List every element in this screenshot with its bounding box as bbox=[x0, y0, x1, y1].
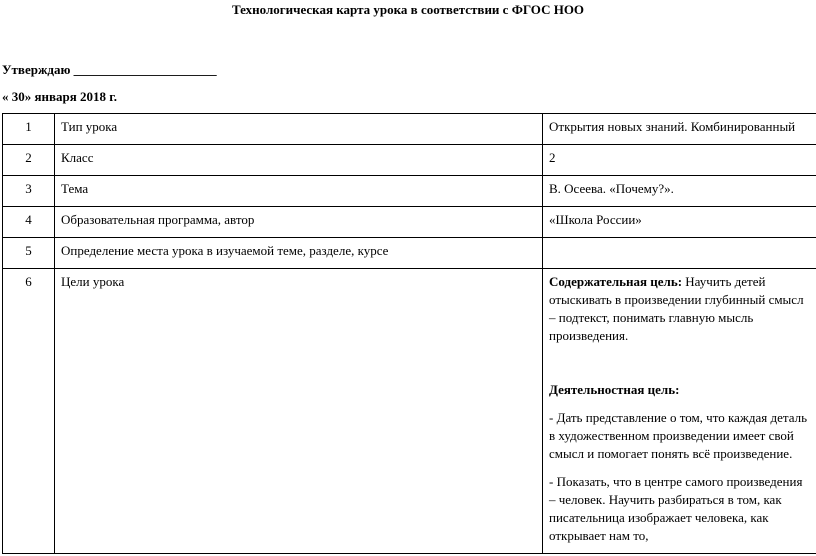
table-row bbox=[3, 238, 816, 269]
row-number: 4 bbox=[3, 207, 55, 238]
row-value: В. Осеева. «Почему?». bbox=[543, 176, 816, 207]
approval-line bbox=[2, 62, 217, 78]
document-title: Технологическая карта урока в соответствии с ФГОС НОО bbox=[231, 2, 585, 17]
row-value bbox=[543, 238, 816, 269]
content-goal-label: Содержательная цель: bbox=[549, 274, 683, 289]
table-row bbox=[3, 145, 816, 176]
content-goal bbox=[549, 273, 810, 345]
content-goal-text: Научить детей отыскивать в произведении глубинный смысл – подтекст, понимать главную мысль произведения. bbox=[549, 274, 804, 343]
row-value: Открытия новых знаний. Комбинированный bbox=[543, 114, 816, 145]
row-label: Тема bbox=[55, 176, 543, 207]
row-label: Образовательная программа, автор bbox=[55, 207, 543, 238]
row-number: 2 bbox=[3, 145, 55, 176]
row-number: 1 bbox=[3, 114, 55, 145]
row-label: Класс bbox=[55, 145, 543, 176]
row-number: 6 bbox=[3, 269, 55, 554]
table-row bbox=[3, 176, 816, 207]
activity-goal-item-1: - Дать представление о том, что каждая деталь в художественном произведении имеет свой смысл и помогает понять всё произведение. bbox=[549, 410, 807, 461]
activity-goal-heading: Деятельностная цель: bbox=[549, 382, 680, 397]
table-row bbox=[3, 114, 816, 145]
lesson-map-table bbox=[2, 113, 816, 554]
approve-label: Утверждаю bbox=[2, 62, 71, 77]
activity-goal-item-2: - Показать, что в центре самого произведения – человек. Научить разбираться в том, как писательница изображает человека, как открывает нам то, bbox=[549, 474, 803, 543]
table-row bbox=[3, 269, 816, 554]
row-number: 5 bbox=[3, 238, 55, 269]
row-label: Определение места урока в изучаемой теме, разделе, курсе bbox=[55, 238, 543, 269]
row-number: 3 bbox=[3, 176, 55, 207]
row-label: Тип урока bbox=[55, 114, 543, 145]
row-value: 2 bbox=[543, 145, 816, 176]
table-row bbox=[3, 207, 816, 238]
row-value: «Школа России» bbox=[543, 207, 816, 238]
lesson-goals bbox=[543, 269, 816, 554]
activity-goal-label bbox=[549, 381, 810, 399]
approve-signature-line: ______________________ bbox=[73, 62, 217, 77]
approval-date: « 30» января 2018 г. bbox=[2, 89, 117, 104]
row-label: Цели урока bbox=[55, 269, 543, 554]
